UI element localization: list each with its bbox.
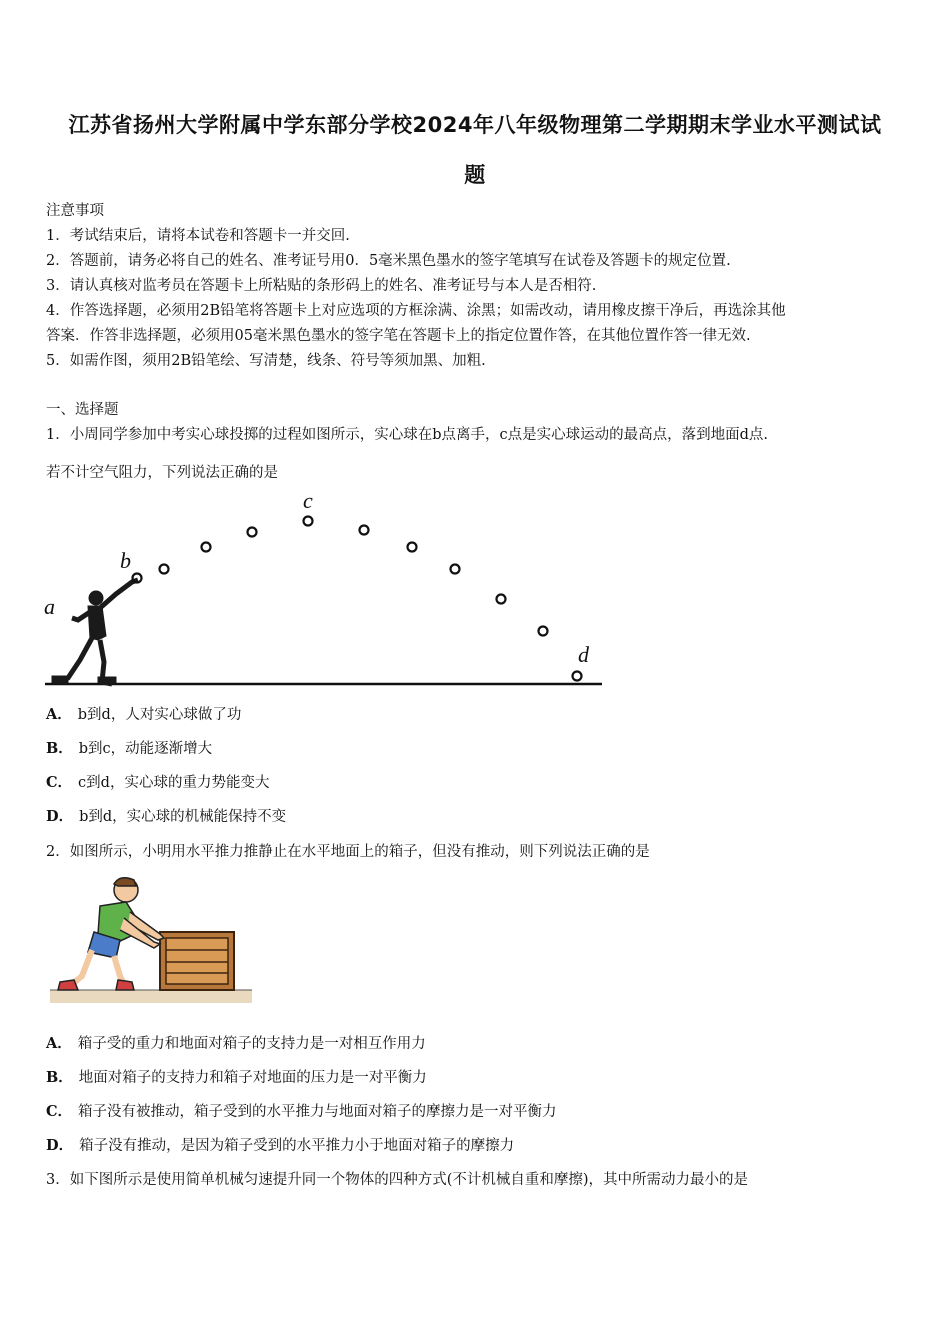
notice-heading: 注意事项 <box>46 203 104 219</box>
boy-figure <box>58 878 164 990</box>
q2-option-a: A． 箱子受的重力和地面对箱子的支持力是一对相互作用力 <box>46 1035 426 1052</box>
notice-item: 4．作答选择题，必须用2B铅笔将答题卡上对应选项的方框涂满、涂黑；如需改动，请用橡皮擦干净后，再选涂其他 <box>46 303 786 319</box>
q1-option-a: A． b到d，人对实心球做了功 <box>46 706 242 723</box>
notice-item: 5．如需作图，须用2B铅笔绘、写清楚，线条、符号等须加黑、加粗. <box>46 353 486 369</box>
notice-item: 1．考试结束后，请将本试卷和答题卡一并交回. <box>46 228 350 244</box>
notice-item: 答案．作答非选择题，必须用05毫米黑色墨水的签字笔在答题卡上的指定位置作答，在其他位置作答一律无效. <box>46 328 751 344</box>
ball-c <box>304 517 313 526</box>
label-d: d <box>578 642 589 667</box>
push-box-figure <box>48 872 258 1007</box>
q2-stem: 2．如图所示，小明用水平推力推静止在水平地面上的箱子，但没有推动，则下列说法正确的是 <box>46 844 650 860</box>
q1-option-d: D． b到d，实心球的机械能保持不变 <box>46 808 287 825</box>
q2-option-c: C． 箱子没有被推动，箱子受到的水平推力与地面对箱子的摩擦力是一对平衡力 <box>46 1103 557 1120</box>
page-title: 江苏省扬州大学附属中学东部分学校2024年八年级物理第二学期期末学业水平测试试 <box>68 113 882 137</box>
q3-stem: 3．如下图所示是使用简单机械匀速提升同一个物体的四种方式(不计机械自重和摩擦)，其中所需动力最小的是 <box>46 1172 749 1188</box>
label-c: c <box>303 490 313 513</box>
q2-option-d: D． 箱子没有推动，是因为箱子受到的水平推力小于地面对箱子的摩擦力 <box>46 1137 515 1154</box>
q1-stem-continued: 若不计空气阻力，下列说法正确的是 <box>46 465 278 481</box>
q1-option-c: C． c到d，实心球的重力势能变大 <box>46 774 270 791</box>
q1-option-b: B． b到c，动能逐渐增大 <box>46 740 213 757</box>
notice-item: 3．请认真核对监考员在答题卡上所粘贴的条形码上的姓名、准考证号与本人是否相符. <box>46 278 597 294</box>
q1-stem: 1．小周同学参加中考实心球投掷的过程如图所示，实心球在b点离手，c点是实心球运动的最高点，落到地面d点. <box>46 427 769 443</box>
label-b: b <box>120 548 131 573</box>
ball-trajectory <box>133 517 582 681</box>
ball-d <box>573 672 582 681</box>
shot-put-figure <box>40 490 610 690</box>
thrower-figure <box>52 580 138 684</box>
notice-item: 2．答题前，请务必将自己的姓名、准考证号用0．5毫米黑色墨水的签字笔填写在试卷及答题卡的规定位置. <box>46 253 731 269</box>
wooden-box <box>160 932 234 990</box>
q2-option-b: B． 地面对箱子的支持力和箱子对地面的压力是一对平衡力 <box>46 1069 427 1086</box>
label-a: a <box>44 594 55 619</box>
section-heading: 一、选择题 <box>46 402 119 418</box>
page-title-continued: 题 <box>464 163 486 187</box>
